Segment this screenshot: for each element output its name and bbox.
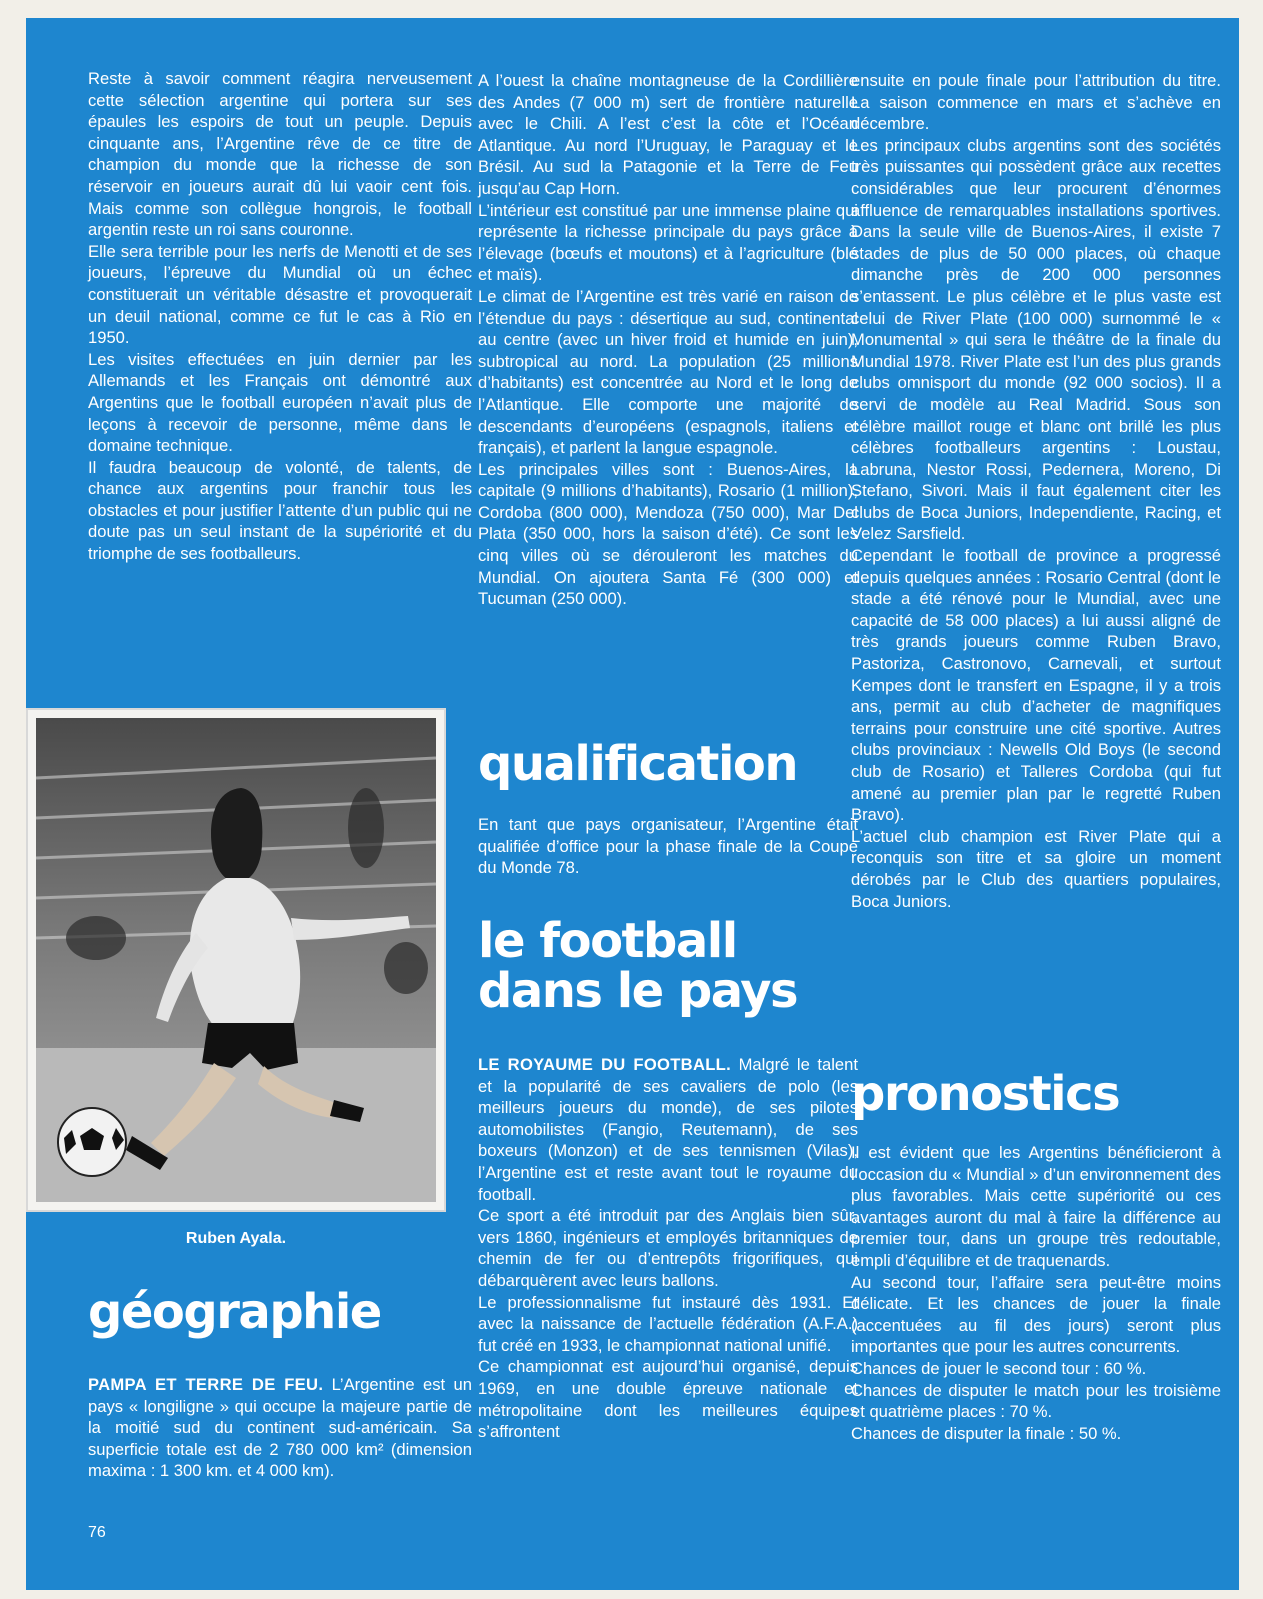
geographie-section xyxy=(88,1284,472,1482)
paragraph: Chances de disputer la finale : 50 %. xyxy=(851,1423,1122,1443)
paragraph: Reste à savoir comment réagira nerveusement cette sélection argentine qui portera sur ses épaules les espoirs de tout un peuple. Depuis cinquante ans, l’Argentine rêve de ce titre de champion du monde que la richesse de son réservoir en joueurs aurait dû lui vaoir cent fois. Mais comme son collègue hongrois, le football argentin reste un roi sans couronne. xyxy=(88,69,472,240)
football-section xyxy=(478,913,858,1443)
paragraph: Il est évident que les Argentins bénéficieront à l’occasion du « Mundial » d’un environnement des plus favorables. Mais cette supériorité ou ces avantages auront du mal à faire la différence au premier tour, dans un groupe très redoutable, empli d’équilibre et de traquenards. xyxy=(851,1143,1221,1270)
paragraph: Cependant le football de province a progressé depuis quelques années : Rosario Central (dont le stade a été rénové pour le Mundial, avec une capacité de 58 000 places) a lui aussi aligné de très grands joueurs comme Ruben Bravo, Pastoriza, Castronovo, Carnevali, et surtout Kempes dont le transfert en Espagne, il y a trois ans, permit au club d’acheter de magnifiques terrains pour construire une cité sportive. Autres clubs provinciaux : Newells Old Boys (le second club de Rosario) et Talleres Cordoba (qui fut amené au premier plan par le regretté Ruben Bravo). xyxy=(851,546,1221,825)
magazine-page xyxy=(26,18,1239,1590)
column-2 xyxy=(478,70,858,610)
paragraph: Le climat de l’Argentine est très varié en raison de l’étendue du pays : désertique au sud, continental au centre (avec un hiver froid et humide en juin), subtropical au nord. La population (25 millions d’habitants) est concentrée au Nord et le long de l’Atlantique. Elle comporte une majorité de descendants d’européens (espagnols, italiens et français), et parlent la langue espagnole. xyxy=(478,286,858,458)
paragraph: Chances de jouer le second tour : 60 %. xyxy=(851,1358,1147,1378)
paragraph: PAMPA ET TERRE DE FEU. L’Argentine est un pays « longiligne » qui occupe la majeure partie de la moitié sud du continent sud-américain. Sa superficie totale est de 2 780 000 km² (dimension maxima : 1 300 km. et 4 000 km). xyxy=(88,1375,472,1481)
paragraph: Les principales villes sont : Buenos-Aires, la capitale (9 millions d’habitants), Rosario (1 million), Cordoba (800 000), Mendoza (750 000), Mar Del Plata (350 000, hors la saison d’été). Ce sont les cinq villes où se dérouleront les matches du Mundial. On ajoutera Santa Fé (300 000) et Tucuman (250 000). xyxy=(478,459,858,609)
paragraph: Le professionnalisme fut instauré dès 1931. Et avec la naissance de l’actuelle fédération (A.F.A.) fut créé en 1933, le championnat national unifié. xyxy=(478,1292,858,1355)
paragraph: Ce championnat est aujourd’hui organisé, depuis 1969, en une double épreuve nationale et métropolitaine dont les meilleures équipes s’affrontent xyxy=(478,1357,858,1442)
paragraph: A l’ouest la chaîne montagneuse de la Cordillière des Andes (7 000 m) sert de frontière naturelle avec le Chili. A l’est c’est la côte et l’Océan Atlantique. Au nord l’Uruguay, le Paraguay et le Brésil. Au sud la Patagonie et la Terre de Feu jusqu’au Cap Horn. xyxy=(478,71,858,198)
photo-ruben-ayala xyxy=(26,708,446,1212)
section-heading: qualification xyxy=(478,736,798,792)
pronostics-section xyxy=(851,1066,1221,1444)
paragraph: L’intérieur est constitué par une immense plaine qui représente la richesse principale du pays grâce à l’élevage (bœufs et moutons) et à l’agriculture (blé et maïs). xyxy=(478,200,858,285)
photo-caption: Ruben Ayala. xyxy=(185,1230,287,1247)
paragraph: Au second tour, l’affaire sera peut-être moins délicate. Et les chances de jouer la finale (accentuées au fil des jours) seront plus importantes que pour les autres concurrents. xyxy=(851,1272,1221,1357)
paragraph: Chances de disputer le match pour les troisième et quatrième places : 70 %. xyxy=(851,1380,1221,1422)
lead-in: PAMPA ET TERRE DE FEU. xyxy=(88,1375,324,1394)
paragraph: Ce sport a été introduit par des Anglais bien sûr, vers 1860, ingénieurs et employés britanniques de chemin de fer ou d’entrepôts frigorifiques, qui débarquèrent avec leurs ballons. xyxy=(478,1206,858,1290)
paragraph: L’actuel club champion est River Plate qui a reconquis son titre et sa gloire un moment dérobés par le Club des quartiers populaires, Boca Juniors. xyxy=(851,826,1221,911)
paragraph: Elle sera terrible pour les nerfs de Menotti et de ses joueurs, l’épreuve du Mundial où un échec constituerait un véritable désastre et provoquerait un deuil national, comme ce fut le cas à Rio en 1950. xyxy=(88,241,472,348)
column-1 xyxy=(88,68,472,565)
section-heading: pronostics xyxy=(851,1066,1120,1122)
paragraph: Il faudra beaucoup de volonté, de talents, de chance aux argentins pour franchir tous les obstacles et pour justifier l’attente d’un public qui ne doute pas un seul instant de la supériorité et du triomphe de ses footballeurs. xyxy=(88,457,472,564)
paragraph: En tant que pays organisateur, l’Argentine était qualifiée d’office pour la phase finale de la Coupe du Monde 78. xyxy=(478,815,858,878)
page-number: 76 xyxy=(88,1524,106,1541)
paragraph: LE ROYAUME DU FOOTBALL. Malgré le talent et la popularité de ses cavaliers de polo (les meilleurs joueurs du monde), de ses pilotes automobilistes (Fangio, Reutemann), de ses boxeurs (Monzon) et de ses tennismen (Vilas), l’Argentine est et reste avant tout le royaume du football. xyxy=(478,1055,858,1204)
qualification-section xyxy=(478,736,858,879)
section-heading: géographie xyxy=(88,1284,381,1340)
football-player-photo xyxy=(36,718,436,1202)
column-3 xyxy=(851,70,1221,912)
paragraph: Les visites effectuées en juin dernier par les Allemands et les Français ont démontré aux Argentins que le football européen n’avait plus de leçons à recevoir de personne, même dans le domaine technique. xyxy=(88,349,472,456)
paragraph: ensuite en poule finale pour l’attribution du titre. La saison commence en mars et s’achève en décembre. xyxy=(851,71,1221,134)
paragraph: Les principaux clubs argentins sont des sociétés très puissantes qui possèdent grâce aux recettes considérables que leur procurent d’énormes affluence de remarquables installations sportives. Dans la seule ville de Buenos-Aires, il existe 7 stades de plus de 50 000 places, où chaque dimanche près de 200 000 personnes s’entassent. Le plus célèbre et le plus vaste est celui de River Plate (100 000) surnommé le « Monumental » qui sera le théâtre de la finale du Mundial 1978. River Plate est l’un des plus grands clubs omnisport du monde (92 000 socios). Il a servi de modèle au Real Madrid. Sous son célèbre maillot rouge et blanc ont brillé les plus célèbres footballeurs argentins : Loustau, Labruna, Nestor Rossi, Pedernera, Moreno, Di Stefano, Sivori. Mais il faut également citer les clubs de Boca Juniors, Independiente, Racing, et Velez Sarsfield. xyxy=(851,135,1221,544)
section-heading: le football dans le pays xyxy=(478,913,798,1019)
lead-in: LE ROYAUME DU FOOTBALL. xyxy=(478,1055,732,1074)
